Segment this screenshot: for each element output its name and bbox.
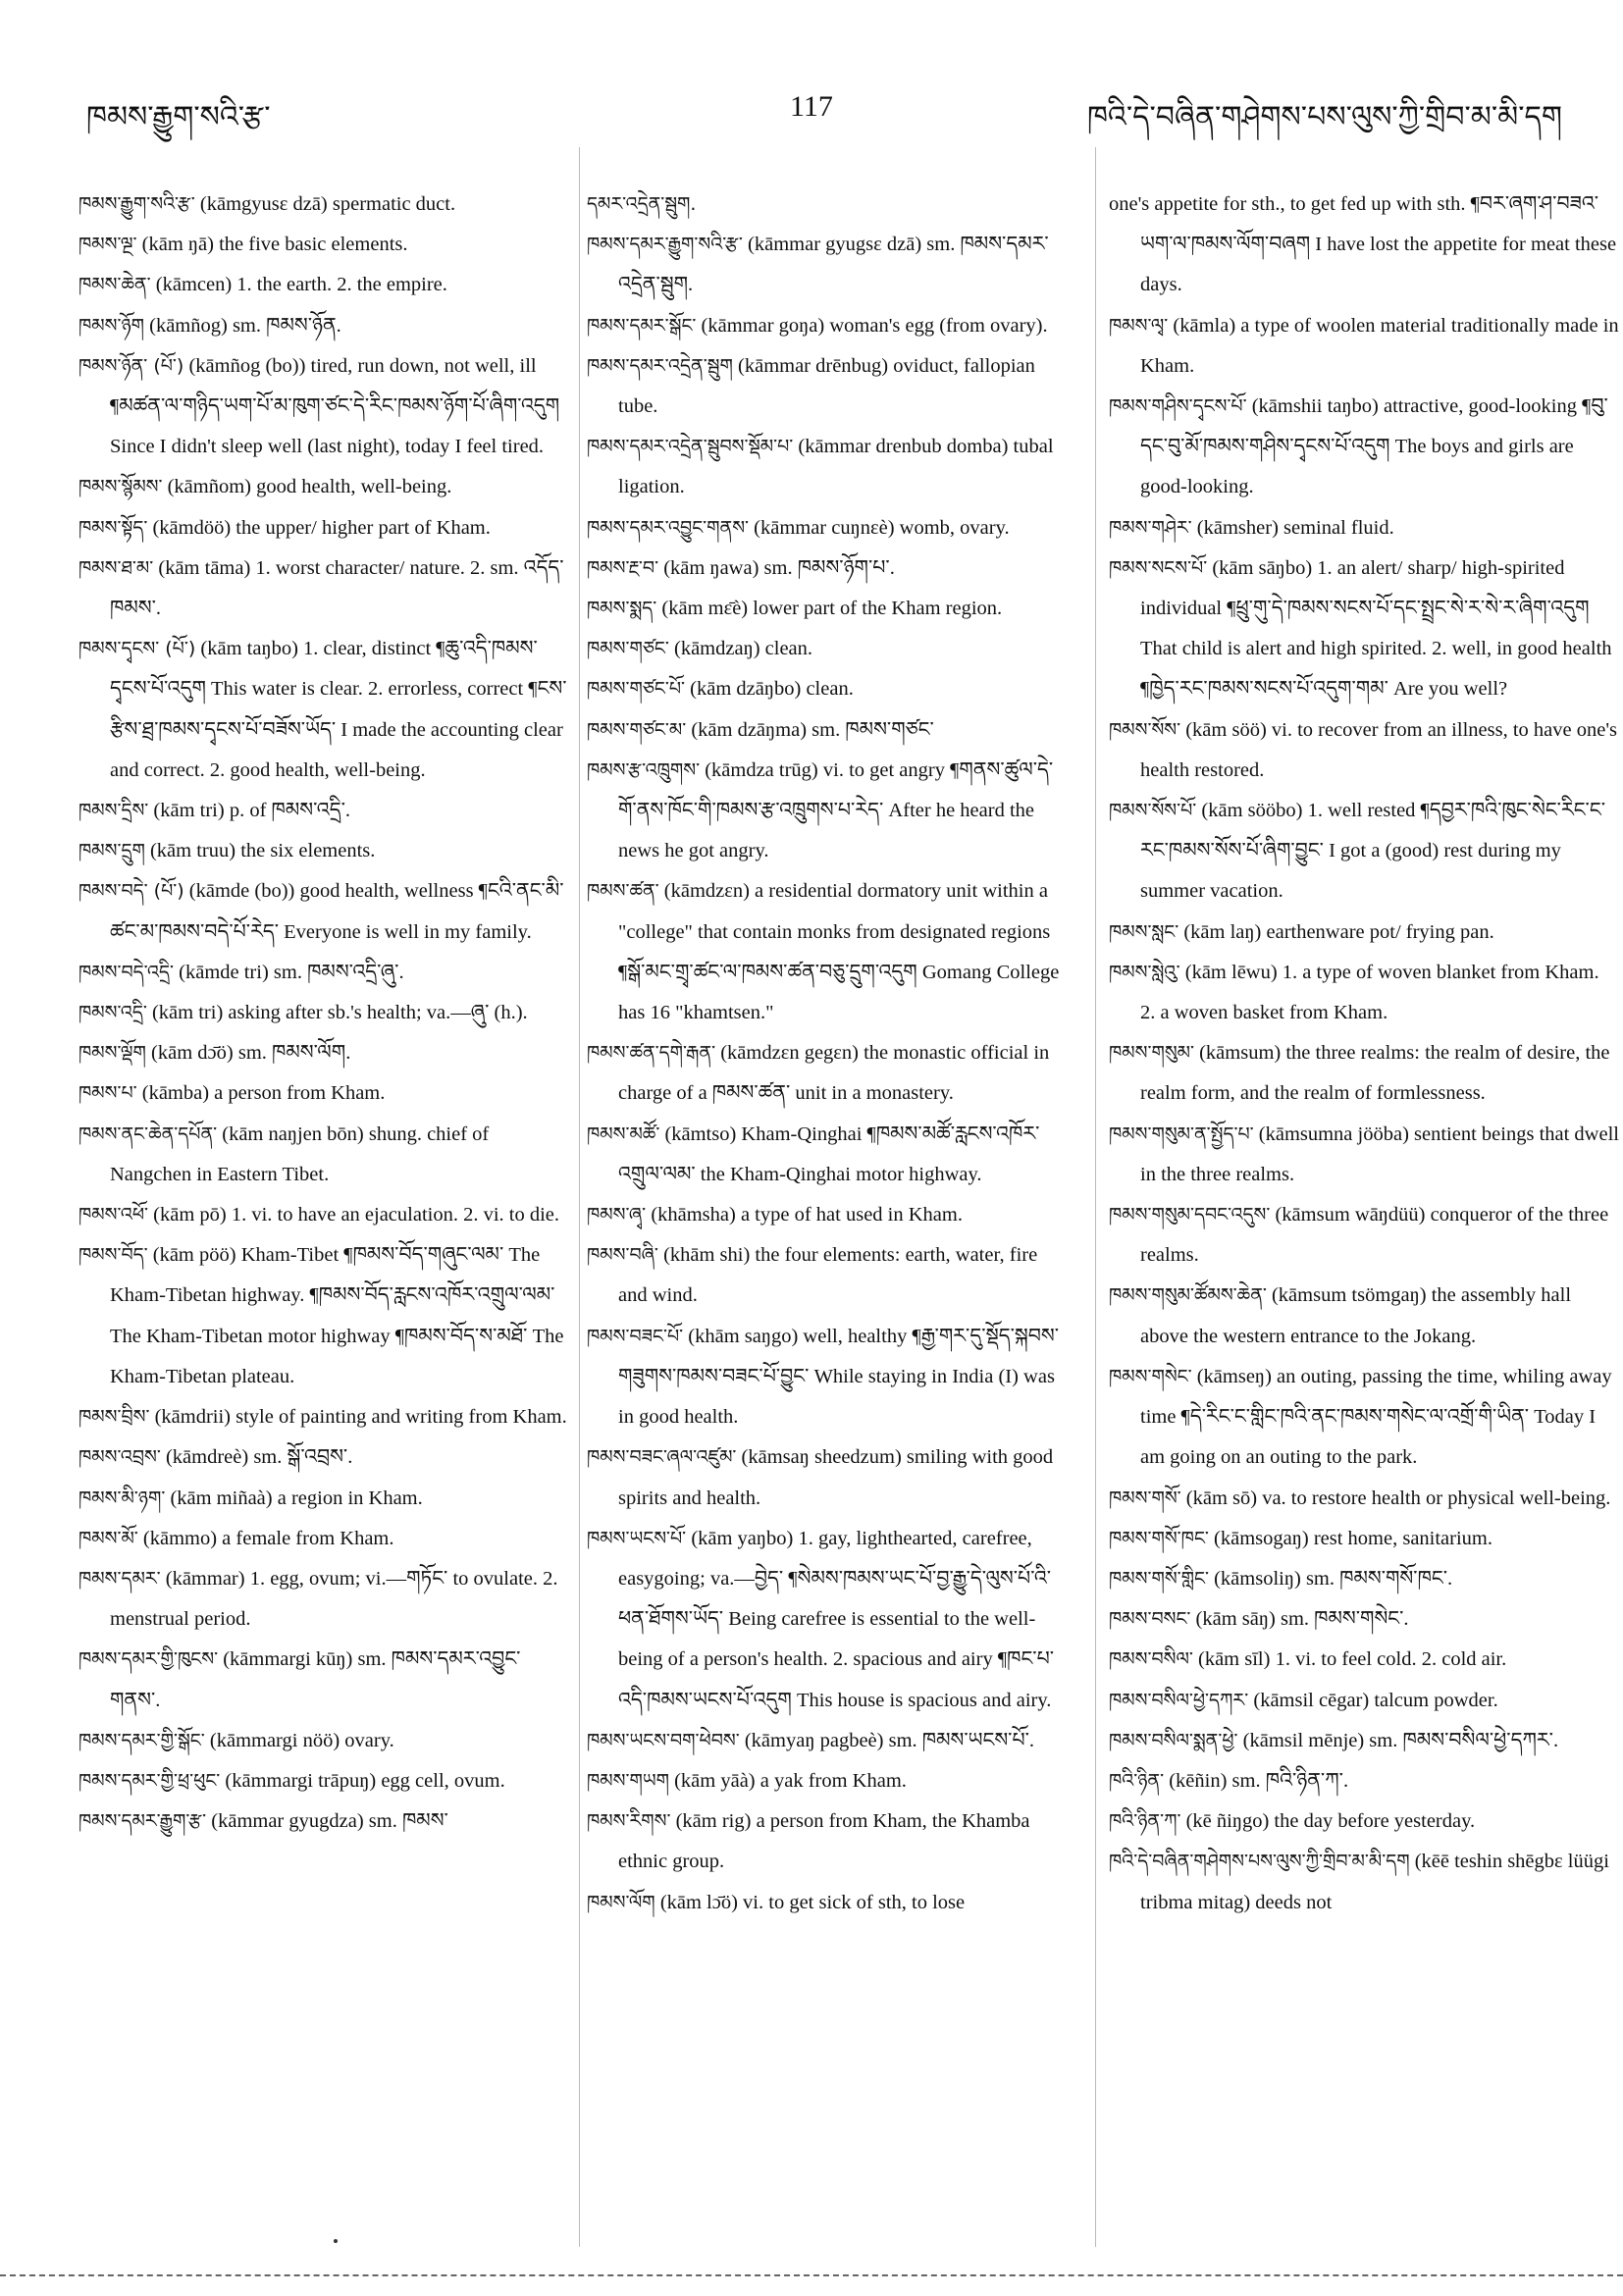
dictionary-entry <box>1109 508 1619 548</box>
entry-headword: ཁམས་སོས་ <box>1109 718 1181 741</box>
dictionary-entry <box>1109 1276 1619 1356</box>
entry-definition: (kāmmargi kūŋ) sm. ཁམས་དམར་འབྱུང་གནས་. <box>110 1648 521 1711</box>
page-number: 117 <box>790 90 833 123</box>
entry-definition: (kāmñom) good health, well-being. <box>162 476 452 498</box>
dictionary-entry <box>79 1195 569 1235</box>
dictionary-column-1 <box>79 184 569 1842</box>
dictionary-entry <box>79 1397 569 1437</box>
entry-headword: ཁམས་བཟང་ཞལ་འཛུམ་ <box>587 1446 737 1469</box>
running-head-right: ཁའི་དེ་བཞིན་གཤེགས་པས་ལུས་ཀྱི་གྲིབ་མ་མི་དག <box>1086 101 1562 133</box>
entry-headword: ཁམས་ཐ་མ་ <box>79 556 154 579</box>
entry-definition: (kām truu) the six elements. <box>144 840 376 862</box>
entry-headword: ཁམས་ཚན་ <box>587 880 659 903</box>
entry-headword: ཁམས་གསུམ་ན་སྤྱོད་པ་ <box>1109 1122 1254 1145</box>
dictionary-entry <box>79 993 569 1033</box>
entry-definition: (kām sō) va. to restore health or physical well-being. <box>1180 1487 1611 1509</box>
dictionary-entry <box>79 953 569 993</box>
entry-headword: ཁམས་དྲིས་ <box>79 800 149 822</box>
dictionary-entry <box>1109 1357 1619 1479</box>
entry-headword: ཁམས་བདེ་འདྲི་ <box>79 961 175 983</box>
dictionary-entry <box>587 751 1068 872</box>
entry-definition: (kāmde tri) sm. ཁམས་འདྲི་ཞུ་. <box>174 961 404 983</box>
entry-headword: ཁམས་དམར་རྒྱུག་རྩ་ <box>79 1810 207 1833</box>
entry-headword: ཁམས་དྭངས་ (པོ་) <box>79 638 196 660</box>
entry-headword: ཁམས་དྲུག <box>79 840 145 862</box>
entry-headword: ཁམས་བཞི་ <box>587 1244 658 1267</box>
entry-definition: (kāmde (bo)) good health, wellness ¶ངའི་ནང་མི་ཚང་མ་ཁམས་བདེ་པོ་རེད་ Everyone is well in my family. <box>110 880 564 943</box>
entry-headword: ཁམས་བཟང་པོ་ <box>587 1325 684 1347</box>
dictionary-entry <box>587 184 1068 225</box>
dictionary-entry <box>587 306 1068 346</box>
entry-headword: ཁམས་ཞྭ་ <box>587 1204 647 1226</box>
entry-definition: (kām miñaà) a region in Kham. <box>165 1487 423 1509</box>
dictionary-entry <box>79 548 569 629</box>
dictionary-entry <box>79 1235 569 1397</box>
entry-definition: (kāmsogaŋ) rest home, sanitarium. <box>1208 1527 1492 1549</box>
entry-definition: one's appetite for sth., to get fed up with sth. ¶བར་ཞག་ཤ་བཟའ་ཡག་ལ་ཁམས་ལོག་བཞག I have lost the appetite for meat these days. <box>1109 193 1617 296</box>
entry-headword: ཁམས་ཉོག <box>79 314 144 337</box>
entry-headword: ཁམས་གཤིས་དྭངས་པོ་ <box>1109 395 1247 418</box>
dictionary-entry <box>79 1437 569 1478</box>
entry-headword: ཁམས་གསུམ་དབང་འདུས་ <box>1109 1204 1271 1226</box>
dictionary-entry <box>587 346 1068 427</box>
dictionary-entry <box>587 1883 1068 1923</box>
entry-definition: (kām rig) a person from Kham, the Khamba ethnic group. <box>618 1810 1030 1873</box>
dictionary-entry <box>79 508 569 548</box>
dictionary-entry <box>1109 1479 1619 1519</box>
dictionary-entry <box>79 831 569 871</box>
entry-headword: ཁམས་དམར་གྱི་ཁུངས་ <box>79 1648 219 1671</box>
entry-headword: ཁམས་གཙང་མ་ <box>587 718 687 741</box>
dictionary-entry <box>1109 1721 1619 1761</box>
entry-definition: (kām tāma) 1. worst character/ nature. 2. sm. འདོད་ཁམས་. <box>110 556 564 620</box>
entry-headword: ཁམས་གསོ་གླིང་ <box>1109 1567 1209 1590</box>
entry-headword: ཁམས་སྙོམས་ <box>79 476 163 498</box>
entry-headword: ཁམས་ནང་ཆེན་དཔོན་ <box>79 1122 218 1145</box>
entry-headword: ཁམས་བོད་ <box>79 1244 148 1267</box>
entry-definition: (kām dɔ̄ö) sm. ཁམས་ལོག. <box>145 1042 351 1065</box>
dictionary-entry <box>587 1033 1068 1114</box>
entry-definition: (kāmmar drenbub domba) tubal ligation. <box>618 436 1054 498</box>
entry-headword: ཁམས་གཙང་ <box>587 638 669 660</box>
entry-definition: (kēñin) sm. ཁའི་ཉིན་ཀ་. <box>1164 1769 1349 1792</box>
dictionary-entry <box>587 1317 1068 1438</box>
entry-headword: ཁམས་ལྡོག <box>79 1042 146 1065</box>
entry-definition: (kāmmar gyugsɛ dzā) sm. ཁམས་དམར་འདྲེན་སྦུག. <box>618 234 1049 296</box>
entry-definition: (kāmdöö) the upper/ higher part of Kham. <box>147 516 491 539</box>
entry-definition: (kāmmar goŋa) woman's egg (from ovary). <box>696 314 1048 337</box>
entry-headword: ཁམས་ཆེན་ <box>79 274 151 296</box>
entry-headword: ཁམས་མོ་ <box>79 1527 138 1549</box>
dictionary-entry <box>587 508 1068 548</box>
entry-definition: (kām sīl) 1. vi. to feel cold. 2. cold air. <box>1192 1648 1507 1671</box>
dictionary-entry <box>587 669 1068 709</box>
dictionary-entry <box>79 1073 569 1114</box>
entry-headword: ཁམས་ལྭ་ <box>1109 314 1169 337</box>
entry-headword: ཁམས་སོས་པོ་ <box>1109 800 1197 822</box>
dictionary-entry <box>79 225 569 265</box>
entry-headword: ཁམས་ཡངས་པོ་ <box>587 1527 687 1549</box>
entry-headword: ཁམས་ཚན་དགེ་རྒན་ <box>587 1042 716 1065</box>
entry-definition: (kām sāŋ) sm. ཁམས་གསེང་. <box>1190 1608 1409 1631</box>
entry-headword: ཁམས་ཉོན་ (པོ་) <box>79 354 184 377</box>
entry-headword: ཁམས་དམར་གྱི་ཕྲ་ཕུང་ <box>79 1769 221 1792</box>
dictionary-entry <box>79 871 569 952</box>
scan-speck <box>334 2239 338 2243</box>
entry-definition: (kāmsum tsömgaŋ) the assembly hall above the western entrance to the Jokang. <box>1140 1284 1572 1347</box>
entry-definition: (kāmtso) Kham-Qinghai ¶ཁམས་མཚོ་རླངས་འཁོར་འགྲུལ་ལམ་ the Kham-Qinghai motor highway. <box>618 1122 1040 1185</box>
entry-definition: (kāmseŋ) an outing, passing the time, whiling away time ¶དེ་རིང་ང་གླིང་ཁའི་ནང་ཁམས་གསེང་ལ་འགྲོ་གི་ཡིན་ Today I am going on an outing to the park. <box>1140 1365 1612 1469</box>
entry-headword: ཁམས་བསང་ <box>1109 1608 1191 1631</box>
dictionary-entry <box>587 225 1068 305</box>
entry-definition: (kāmsoliŋ) sm. ཁམས་གསོ་ཁང་. <box>1208 1567 1453 1590</box>
entry-definition: (kām yaŋbo) 1. gay, lighthearted, carefree, easygoing; va.—བྱེད་ ¶སེམས་ཁམས་ཡང་པོ་བྱ་རྒྱུ་དེ་ལུས་པོ་འི་ཕན་ཐོགས་ཡོད་ Being carefree is essential to the well-being of a person's health. 2. spacious and airy ¶ཁང་པ་འདི་ཁམས་ཡངས་པོ་འདུག This house is spacious and airy. <box>618 1527 1055 1711</box>
entry-headword: ཁམས་བདེ་ (པོ་) <box>79 880 184 903</box>
entry-definition: (kāmsher) seminal fluid. <box>1191 516 1394 539</box>
dictionary-entry <box>1109 710 1619 791</box>
entry-headword: ཁམས་གསུམ་ཚོམས་ཆེན་ <box>1109 1284 1267 1307</box>
entry-headword: ཁམས་འདྲི་ <box>79 1002 147 1024</box>
dictionary-entry <box>587 710 1068 751</box>
entry-definition: (kāmmo) a female from Kham. <box>137 1527 394 1549</box>
entry-headword: ཁམས་སྟོད་ <box>79 516 148 539</box>
entry-definition: (kāmñog) sm. ཁམས་ཉོན. <box>144 314 341 337</box>
dictionary-entry <box>79 1761 569 1801</box>
entry-headword: ཁམས་དམར་ <box>79 1567 161 1590</box>
entry-headword: ཁམས་གསོ་ཁང་ <box>1109 1527 1209 1549</box>
entry-headword: ཁའི་ཉིན་ཀ་ <box>1109 1810 1181 1833</box>
entry-headword: ཁའི་ཉིན་ <box>1109 1769 1165 1792</box>
entry-headword: ཁམས་རྩ་འཁྲུགས་ <box>587 758 701 781</box>
dictionary-entry <box>1109 1559 1619 1599</box>
entry-definition: (kāmdzaŋ) clean. <box>668 638 813 660</box>
dictionary-entry <box>587 871 1068 1033</box>
entry-definition: (kāmmar cuŋnɛè) womb, ovary. <box>749 516 1010 539</box>
dictionary-entry <box>1109 791 1619 913</box>
dictionary-column-2 <box>587 184 1068 1923</box>
entry-headword: ཁམས་བྲིས་ <box>79 1406 150 1429</box>
entry-definition: (kāmla) a type of woolen material traditionally made in Kham. <box>1140 314 1619 377</box>
entry-headword: ཁམས་མཚོ་ <box>587 1122 660 1145</box>
entry-definition: (kām söö) vi. to recover from an illness, to have one's health restored. <box>1140 718 1617 781</box>
entry-definition: (kāmyaŋ pagbeè) sm. ཁམས་ཡངས་པོ་. <box>739 1729 1035 1751</box>
dictionary-entry <box>79 306 569 346</box>
entry-headword: ཁམས་པ་ <box>79 1082 137 1105</box>
entry-definition: (kām taŋbo) 1. clear, distinct ¶ཆུ་འདི་ཁམས་དྭངས་པོ་འདུག This water is clear. 2. errorless, correct ¶ངས་རྩིས་ཐྲ་ཁམས་དྭངས་པོ་བཟོས་ཡོད་ I made the accounting clear and correct. 2. good health, well-being. <box>110 638 567 781</box>
entry-definition: (kām tri) p. of ཁམས་འདྲི་. <box>148 800 351 822</box>
entry-headword: ཁམས་མི་ཉག་ <box>79 1487 166 1509</box>
dictionary-entry <box>1109 306 1619 387</box>
dictionary-entry <box>587 1721 1068 1761</box>
entry-definition: (kāmsil cēgar) talcum powder. <box>1248 1689 1498 1711</box>
entry-headword: ཁམས་གསེང་ <box>1109 1365 1192 1387</box>
entry-definition: (khām shi) the four elements: earth, water, fire and wind. <box>618 1244 1038 1307</box>
entry-headword: ཁམས་བསིལ་ <box>1109 1648 1193 1671</box>
dictionary-entry <box>1109 387 1619 508</box>
dictionary-entry <box>1109 1115 1619 1195</box>
entry-headword: ཁམས་རིགས་ <box>587 1810 671 1833</box>
entry-definition: (kāmgyusɛ dzā) spermatic duct. <box>194 193 456 215</box>
entry-definition: (kām yāà) a yak from Kham. <box>668 1769 907 1792</box>
dictionary-entry <box>1109 548 1619 710</box>
entry-definition: (kāmmar) 1. egg, ovum; vi.—གཏོང་ to ovulate. 2. menstrual period. <box>110 1567 558 1631</box>
dictionary-entry <box>1109 184 1619 306</box>
running-head-left: ཁམས་རྒྱུག་སའི་རྩ་ <box>86 101 271 133</box>
entry-headword: ཁམས་གཡག <box>587 1769 669 1792</box>
entry-definition: (kām mɛ̄è) lower part of the Kham region. <box>656 598 1003 620</box>
entry-definition: (kām dzāŋma) sm. ཁམས་གཙང་ <box>686 718 934 741</box>
dictionary-entry <box>1109 1681 1619 1721</box>
dictionary-entry <box>1109 1842 1619 1922</box>
entry-definition: (kāmmargi nöö) ovary. <box>204 1729 394 1751</box>
entry-definition: (kāmsaŋ sheedzum) smiling with good spirits and health. <box>618 1446 1054 1509</box>
entry-headword: ཁམས་བསིལ་སྨན་ཕྱེ་ <box>1109 1729 1238 1751</box>
dictionary-entry <box>587 548 1068 589</box>
scan-edge-line <box>0 2274 1623 2276</box>
entry-definition: (kām pō) 1. vi. to have an ejaculation. 2. vi. to die. <box>148 1204 560 1226</box>
entry-definition: (khāmsha) a type of hat used in Kham. <box>646 1204 963 1226</box>
entry-headword: ཁམས་རྒྱུག་སའི་རྩ་ <box>79 193 195 215</box>
entry-definition: (kāmcen) 1. the earth. 2. the empire. <box>150 274 447 296</box>
dictionary-entry <box>79 1115 569 1195</box>
dictionary-entry <box>587 1235 1068 1316</box>
dictionary-entry <box>79 1033 569 1073</box>
entry-headword: ཁམས་གཤེར་ <box>1109 516 1192 539</box>
entry-headword: ཁམས་སངས་པོ་ <box>1109 556 1208 579</box>
dictionary-entry <box>79 1801 569 1842</box>
dictionary-entry <box>79 265 569 305</box>
dictionary-entry <box>1109 1033 1619 1114</box>
entry-headword: ཁམས་དམར་འབྱུང་གནས་ <box>587 516 750 539</box>
entry-headword: ཁམས་འབྲས་ <box>79 1446 161 1469</box>
dictionary-entry <box>79 791 569 831</box>
entry-definition: (kām ŋā) the five basic elements. <box>136 234 408 256</box>
entry-headword: ཁམས་བསིལ་ཕྱེ་དཀར་ <box>1109 1689 1249 1711</box>
entry-definition: (kām lɔ̄ö) vi. to get sick of sth, to lose <box>654 1891 966 1913</box>
dictionary-entry <box>1109 1599 1619 1640</box>
dictionary-entry <box>1109 1195 1619 1276</box>
entry-definition: (kāmdza trūg) vi. to get angry ¶གནས་ཚུལ་དེ་གོ་ནས་ཁོང་གི་ཁམས་རྩ་འཁྲུགས་པ་རེད་ After he heard the news he got angry. <box>618 758 1054 862</box>
entry-definition: (kām tri) asking after sb.'s health; va.—ཞུ་ (h.). <box>146 1002 528 1024</box>
entry-headword: ཁམས་གསུམ་ <box>1109 1042 1194 1065</box>
entry-definition: (kām pöö) Kham-Tibet ¶ཁམས་བོད་གཞུང་ལམ་ The Kham-Tibetan highway. ¶ཁམས་བོད་རླངས་འཁོར་འགྲུལ་ལམ་ The Kham-Tibetan motor highway ¶ཁམས་བོད་ས་མཐོ་ The Kham-Tibetan plateau. <box>110 1244 564 1387</box>
entry-definition: (kām naŋjen bōn) shung. chief of Nangchen in Eastern Tibet. <box>110 1122 490 1185</box>
dictionary-entry <box>1109 1640 1619 1680</box>
entry-definition: (kēē teshin shēgbɛ lüügi tribma mitag) deeds not <box>1140 1851 1609 1913</box>
dictionary-entry <box>1109 1801 1619 1842</box>
entry-definition: (kāmmargi trāpuŋ) egg cell, ovum. <box>220 1769 505 1792</box>
dictionary-entry <box>79 1519 569 1559</box>
entry-definition: (kāmdzɛn gegɛn) the monastic official in charge of a ཁམས་ཚན་ unit in a monastery. <box>618 1042 1050 1105</box>
entry-definition: (kām sööbo) 1. well rested ¶དབྱར་ཁའི་ཁུང་སེང་རིང་ང་རང་ཁམས་སོས་པོ་ཞིག་བྱུང་ I got a (good) rest during my summer vacation. <box>1140 800 1605 903</box>
dictionary-entry <box>79 629 569 791</box>
entry-definition: (kāmsumna jööba) sentient beings that dwell in the three realms. <box>1140 1122 1619 1185</box>
entry-definition: (kāmdrii) style of painting and writing from Kham. <box>149 1406 567 1429</box>
entry-definition: (kāmshii taŋbo) attractive, good-looking ¶བུ་དང་བུ་མོ་ཁམས་གཤིས་དྭངས་པོ་འདུག The boys and girls are good-looking. <box>1140 395 1608 498</box>
dictionary-entry <box>587 1115 1068 1195</box>
entry-definition: (kāmsum) the three realms: the realm of desire, the realm form, and the realm of formlessness. <box>1140 1042 1610 1105</box>
dictionary-entry <box>587 1437 1068 1518</box>
entry-definition: (kāmba) a person from Kham. <box>136 1082 386 1105</box>
entry-definition: (kāmsil mēnje) sm. ཁམས་བསིལ་ཕྱེ་དཀར་. <box>1237 1729 1559 1751</box>
dictionary-entry <box>587 1519 1068 1721</box>
entry-headword: ཁམས་གསོ་ <box>1109 1487 1181 1509</box>
dictionary-entry <box>587 1195 1068 1235</box>
dictionary-entry <box>79 1479 569 1519</box>
dictionary-entry <box>1109 913 1619 953</box>
dictionary-entry <box>1109 953 1619 1033</box>
entry-definition: (kām laŋ) earthenware pot/ frying pan. <box>1178 920 1494 943</box>
dictionary-entry <box>1109 1761 1619 1801</box>
entry-definition: (kāmsum wāŋdüü) conqueror of the three realms. <box>1140 1204 1609 1267</box>
entry-definition: (kām sāŋbo) 1. an alert/ sharp/ high-spirited individual ¶ཕྲུ་གུ་དེ་ཁམས་སངས་པོ་དང་སྤྲང་སེ་ར་སེ་ར་ཞིག་འདུག That child is alert and high spirited. 2. well, in good health ¶ཁྱེད་རང་ཁམས་སངས་པོ་འདུག་གམ་ Are you well? <box>1140 556 1612 701</box>
dictionary-entry <box>79 1640 569 1720</box>
entry-headword: ཁམས་སླང་ <box>1109 920 1179 943</box>
entry-headword: ཁམས་ལྔ་ <box>79 234 137 256</box>
entry-headword: ཁམས་འཕོ་ <box>79 1204 149 1226</box>
dictionary-column-3 <box>1109 184 1619 1923</box>
entry-headword: ཁམས་དམར་འདྲེན་སྦུག <box>587 354 733 377</box>
entry-definition: (khām saŋgo) well, healthy ¶རྒྱ་གར་དུ་སྡོད་སྐབས་གཟུགས་ཁམས་བཟང་པོ་བྱུང་ While staying in India (I) was in good health. <box>618 1325 1060 1429</box>
entry-definition: (kāmñog (bo)) tired, run down, not well, ill ¶མཚན་ལ་གཉིད་ཡག་པོ་མ་ཁུག་ཙང་དེ་རིང་ཁམས་ཉོག་པོ་ཞིག་འདུག Since I didn't sleep well (last night), today I feel tired. <box>110 354 560 458</box>
entry-headword: ཁམས་དམར་འདྲེན་སྦུབས་སྡོམ་པ་ <box>587 436 794 458</box>
entry-definition: (kāmdreè) sm. སྒོ་འབྲས་. <box>160 1446 353 1469</box>
entry-headword: ཁམས་སྨད་ <box>587 598 657 620</box>
entry-headword: ཁམས་གཙང་པོ་ <box>587 678 686 701</box>
column-rule <box>579 147 580 2247</box>
dictionary-entry <box>79 346 569 468</box>
entry-definition: (kāmdzɛn) a residential dormatory unit within a "college" that contain monks from designated regions ¶སྒོ་མང་གྲྭ་ཚང་ལ་ཁམས་ཚན་བཅུ་དྲུག་འདུག Gomang College has 16 "khamtsen." <box>618 880 1060 1024</box>
entry-headword: ཁམས་དམར་རྒྱུག་སའི་རྩ་ <box>587 234 743 256</box>
dictionary-entry <box>79 1721 569 1761</box>
entry-definition: (kāmmar gyugdza) sm. ཁམས་ <box>206 1810 448 1833</box>
entry-headword: དམར་འདྲེན་སྦུག. <box>587 193 697 215</box>
entry-headword: ཁམས་ལོག <box>587 1891 655 1913</box>
entry-headword: ཁམས་དམར་སྒོང་ <box>587 314 697 337</box>
column-rule <box>1095 147 1096 2247</box>
dictionary-entry <box>79 467 569 507</box>
entry-definition: (kē ñiŋgo) the day before yesterday. <box>1180 1810 1476 1833</box>
entry-definition: (kām dzāŋbo) clean. <box>685 678 854 701</box>
entry-definition: (kāmmar drēnbug) oviduct, fallopian tube. <box>618 354 1035 418</box>
entry-definition: (kām lēwu) 1. a type of woven blanket from Kham. 2. a woven basket from Kham. <box>1140 961 1599 1024</box>
entry-headword: ཁམས་རྔ་བ་ <box>587 556 659 579</box>
dictionary-entry <box>587 1801 1068 1882</box>
dictionary-entry <box>587 1761 1068 1801</box>
dictionary-entry <box>79 184 569 225</box>
dictionary-entry <box>587 589 1068 629</box>
dictionary-entry <box>79 1559 569 1640</box>
dictionary-entry <box>1109 1519 1619 1559</box>
entry-definition: (kām ŋawa) sm. ཁམས་ཉོག་པ་. <box>658 556 895 579</box>
dictionary-entry <box>587 629 1068 669</box>
entry-headword: ཁའི་དེ་བཞིན་གཤེགས་པས་ལུས་ཀྱི་གྲིབ་མ་མི་དག <box>1109 1851 1410 1873</box>
entry-headword: ཁམས་དམར་གྱི་སྒོང་ <box>79 1729 205 1751</box>
entry-headword: ཁམས་ཡངས་བག་ཕེབས་ <box>587 1729 740 1751</box>
entry-headword: ཁམས་སླེའུ་ <box>1109 961 1180 983</box>
dictionary-entry <box>587 427 1068 507</box>
